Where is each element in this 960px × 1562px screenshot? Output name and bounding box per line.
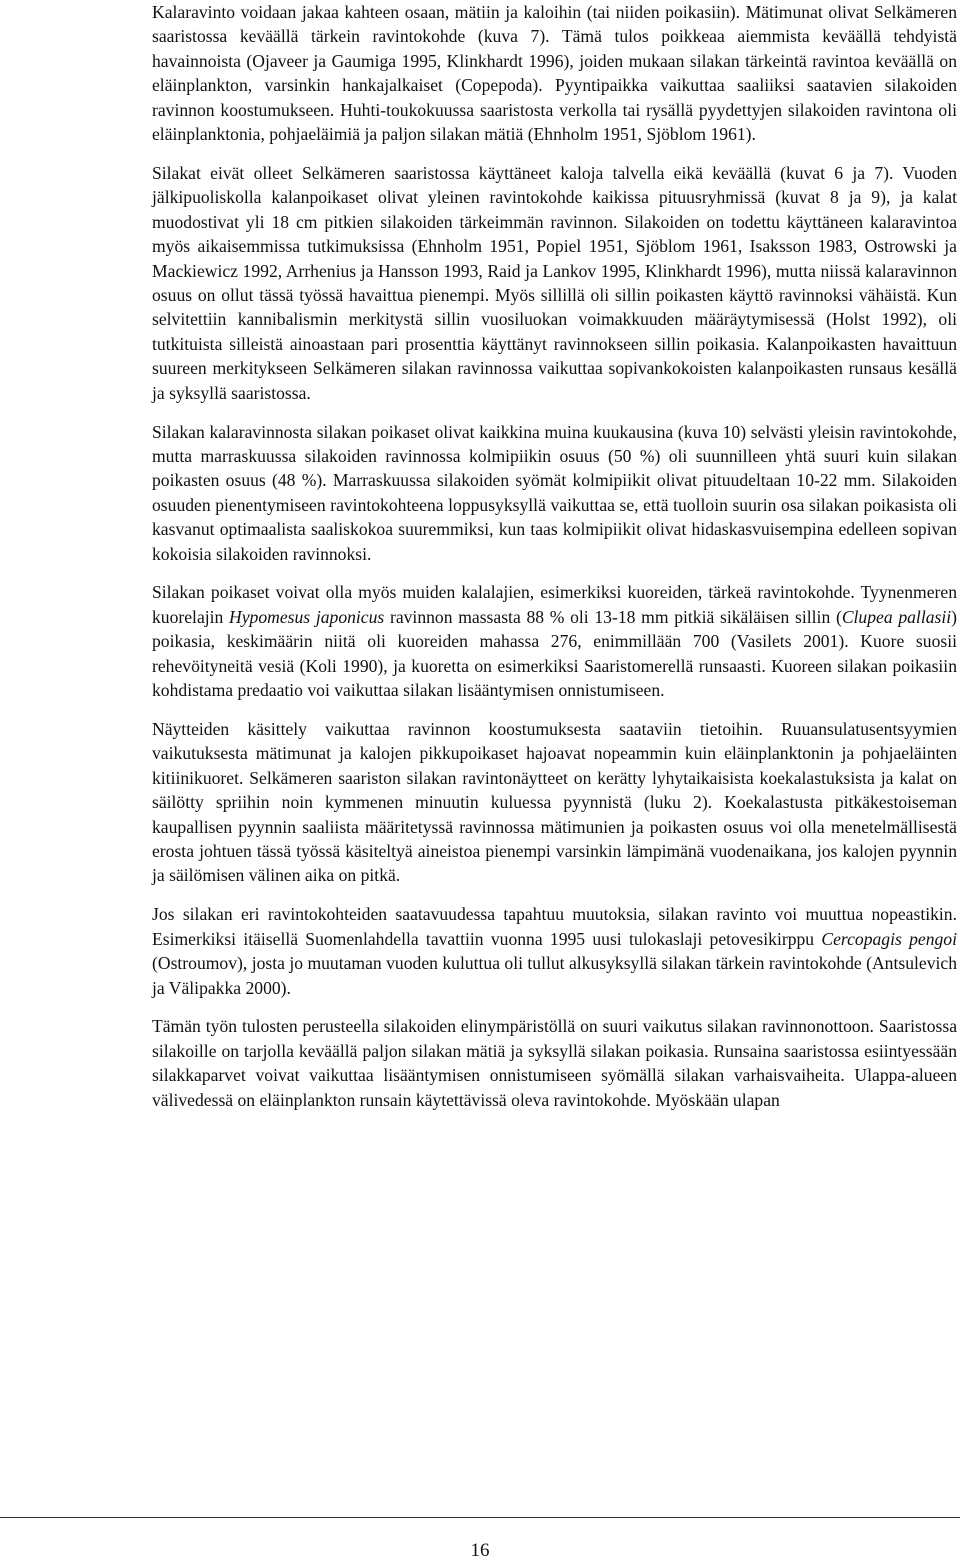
paragraph-text: (Ostroumov), josta jo muutaman vuoden kuluttua oli tullut alkusyksyllä silakan tärkein ravintokohde (Antsulevich ja Välipakka 2000). bbox=[152, 953, 957, 998]
document-body bbox=[152, 0, 957, 1127]
paragraph-text: Jos silakan eri ravintokohteiden saatavuudessa tapahtuu muutoksia, silakan ravinto voi muuttua nopeastikin. Esimerkiksi itäisellä Suomenlahdella tavattiin vuonna 1995 uusi tulokaslaji petovesikirppu bbox=[152, 904, 957, 949]
paragraph bbox=[152, 1014, 957, 1112]
paragraph-text: Silakan kalaravinnosta silakan poikaset olivat kaikkina muina kuukausina (kuva 10) selvästi yleisin ravintokohde, mutta marraskuussa silakoiden ravinnossa kolmipiikin osuus (50 %) oli suunnilleen yhtä suuri kuin silakan poikasten osuus (48 %). Marraskuussa silakoiden syömät kolmipiikit olivat pituudeltaan 10-22 mm. Silakoiden osuuden pienentymiseen ravintokohteena loppusyksyllä vaikuttaa se, että tuolloin suurin osa silakan poikasista oli kasvanut optimaalista saaliskokoa suuremmiksi, kun taas kolmipiikit olivat hidaskasvuisempina edelleen sopivan kokoisia silakoiden ravinnoksi. bbox=[152, 421, 957, 564]
paragraph-text: Kalaravinto voidaan jakaa kahteen osaan, mätiin ja kaloihin (tai niiden poikasiin). Mätimunat olivat Selkämeren saaristossa keväällä tärkein ravintokohde (kuva 7). Tämä tulos poikkeaa aiemmista keväällä tehdyistä havainnoista (Ojaveer ja Gaumiga 1995, Klinkhardt 1996), joiden mukaan silakan tärkeintä ravintoa keväällä on eläinplankton, varsinkin hankajalkaiset (Copepoda). Pyyntipaikka vaikuttaa saaliiksi saatavien silakoiden ravinnon koostumukseen. Huhti-toukokuussa saaristosta verkolla tai rysällä pyydettyjen silakoiden ravintona oli eläinplanktonia, pohjaeläimiä ja paljon silakan mätiä (Ehnholm 1951, Sjöblom 1961). bbox=[152, 2, 957, 145]
paragraph-text: ravinnon massasta 88 % oli 13-18 mm pitkiä sikäläisen sillin ( bbox=[384, 606, 842, 627]
species-name: Clupea pallasii bbox=[841, 606, 952, 627]
paragraph-text: Tämän työn tulosten perusteella silakoiden elinympäristöllä on suuri vaikutus silakan ravinnonottoon. Saaristossa silakoille on tarjolla keväällä paljon silakan mätiä ja syksyllä silakan poikasia. Runsaina saaristossa esiintyessään silakkaparvet voivat vaikuttaa lisääntymisen onnistumiseen syömällä silakan varhaisvaiheita. Ulappa-alueen välivedessä on eläinplankton runsain käytettävissä oleva ravintokohde. Myöskään ulapan bbox=[152, 1016, 957, 1110]
paragraph bbox=[152, 0, 957, 146]
paragraph bbox=[152, 161, 957, 405]
paragraph-text: ) poikasia, keskimäärin niitä oli kuoreiden mahassa 276, enimmillään 700 (Vasilets 2001). Kuore suosii rehevöityneitä vesiä (Koli 1990), ja kuoretta on esimerkiksi Saaristomerellä runsaasti. Kuoreen silakan poikasiin kohdistama predaatio voi vaikuttaa silakan lisääntymisen onnistumiseen. bbox=[152, 606, 957, 701]
paragraph bbox=[152, 902, 957, 1000]
paragraph bbox=[152, 580, 957, 702]
species-name: Hypomesus japonicus bbox=[229, 606, 385, 627]
footer-divider bbox=[0, 1517, 960, 1518]
paragraph-text: Silakat eivät olleet Selkämeren saaristossa käyttäneet kaloja talvella eikä keväällä (kuvat 6 ja 7). Vuoden jälkipuoliskolla kalanpoikaset olivat yleinen ravintokohde kaikissa pituusryhmissä (kuvat 8 ja 9), ja kalat muodostivat yli 18 cm pitkien silakoiden tärkeimmän ravinnon. Silakoiden on todettu käyttäneen kalaravintoa myös aikaisemmissa tutkimuksissa (Ehnholm 1951, Popiel 1951, Sjöblom 1961, Isaksson 1983, Ostrowski ja Mackiewicz 1992, Arrhenius ja Hansson 1993, Raid ja Lankov 1995, Klinkhardt 1996), mutta niissä kalaravinnon osuus on ollut tässä työssä havaittua pienempi. Myös sillillä oli sillin poikasten käyttö ravinnoksi vähäistä. Kun selvitettiin kannibalismin merkitystä sillin vuosiluokan voimakkuuden määräytymisessä (Holst 1992), oli tutkituista silleistä ainoastaan pari prosenttia käyttänyt ravinnokseen sillin poikasia. Kalanpoikasten havaittuun suureen merkitykseen Selkämeren silakan ravinnossa vaikuttaa sopivankokoisten kalanpoikasten runsaus kesällä ja syksyllä saaristossa. bbox=[152, 162, 957, 403]
paragraph-text: Näytteiden käsittely vaikuttaa ravinnon koostumuksesta saataviin tietoihin. Ruuansulatusentsyymien vaikutuksesta mätimunat ja kalojen pikkupoikaset hajoavat nopeammin kuin eläinplanktonin ja pohjaeläinten kitiinikuoret. Selkämeren saariston silakan ravintonäytteet on kerätty lyhytaikaisista koekalastuksista ja kalat on säilötty spriihin noin kymmenen minuutin kuluessa pyynnistä (luku 2). Koekalastusta pitkäkestoiseman kaupallisen pyynnin saaliista määritetyssä ravinnossa mätimunien ja poikasten osuus voi olla menetelmällisestä erosta johtuen tässä työssä käsiteltyä aineistoa pienempi varsinkin lämpimänä vuodenaikana, jos kalojen pyynnin ja säilömisen välinen aika on pitkä. bbox=[152, 718, 957, 886]
species-name: Cercopagis pengoi bbox=[821, 928, 957, 949]
page-number: 16 bbox=[470, 1540, 490, 1561]
paragraph bbox=[152, 717, 957, 888]
paragraph bbox=[152, 420, 957, 566]
paragraph-text: Silakan poikaset voivat olla myös muiden kalalajien, esimerkiksi kuoreiden, tärkeä ravintokohde. Tyynenmeren kuorelajin bbox=[152, 582, 957, 627]
